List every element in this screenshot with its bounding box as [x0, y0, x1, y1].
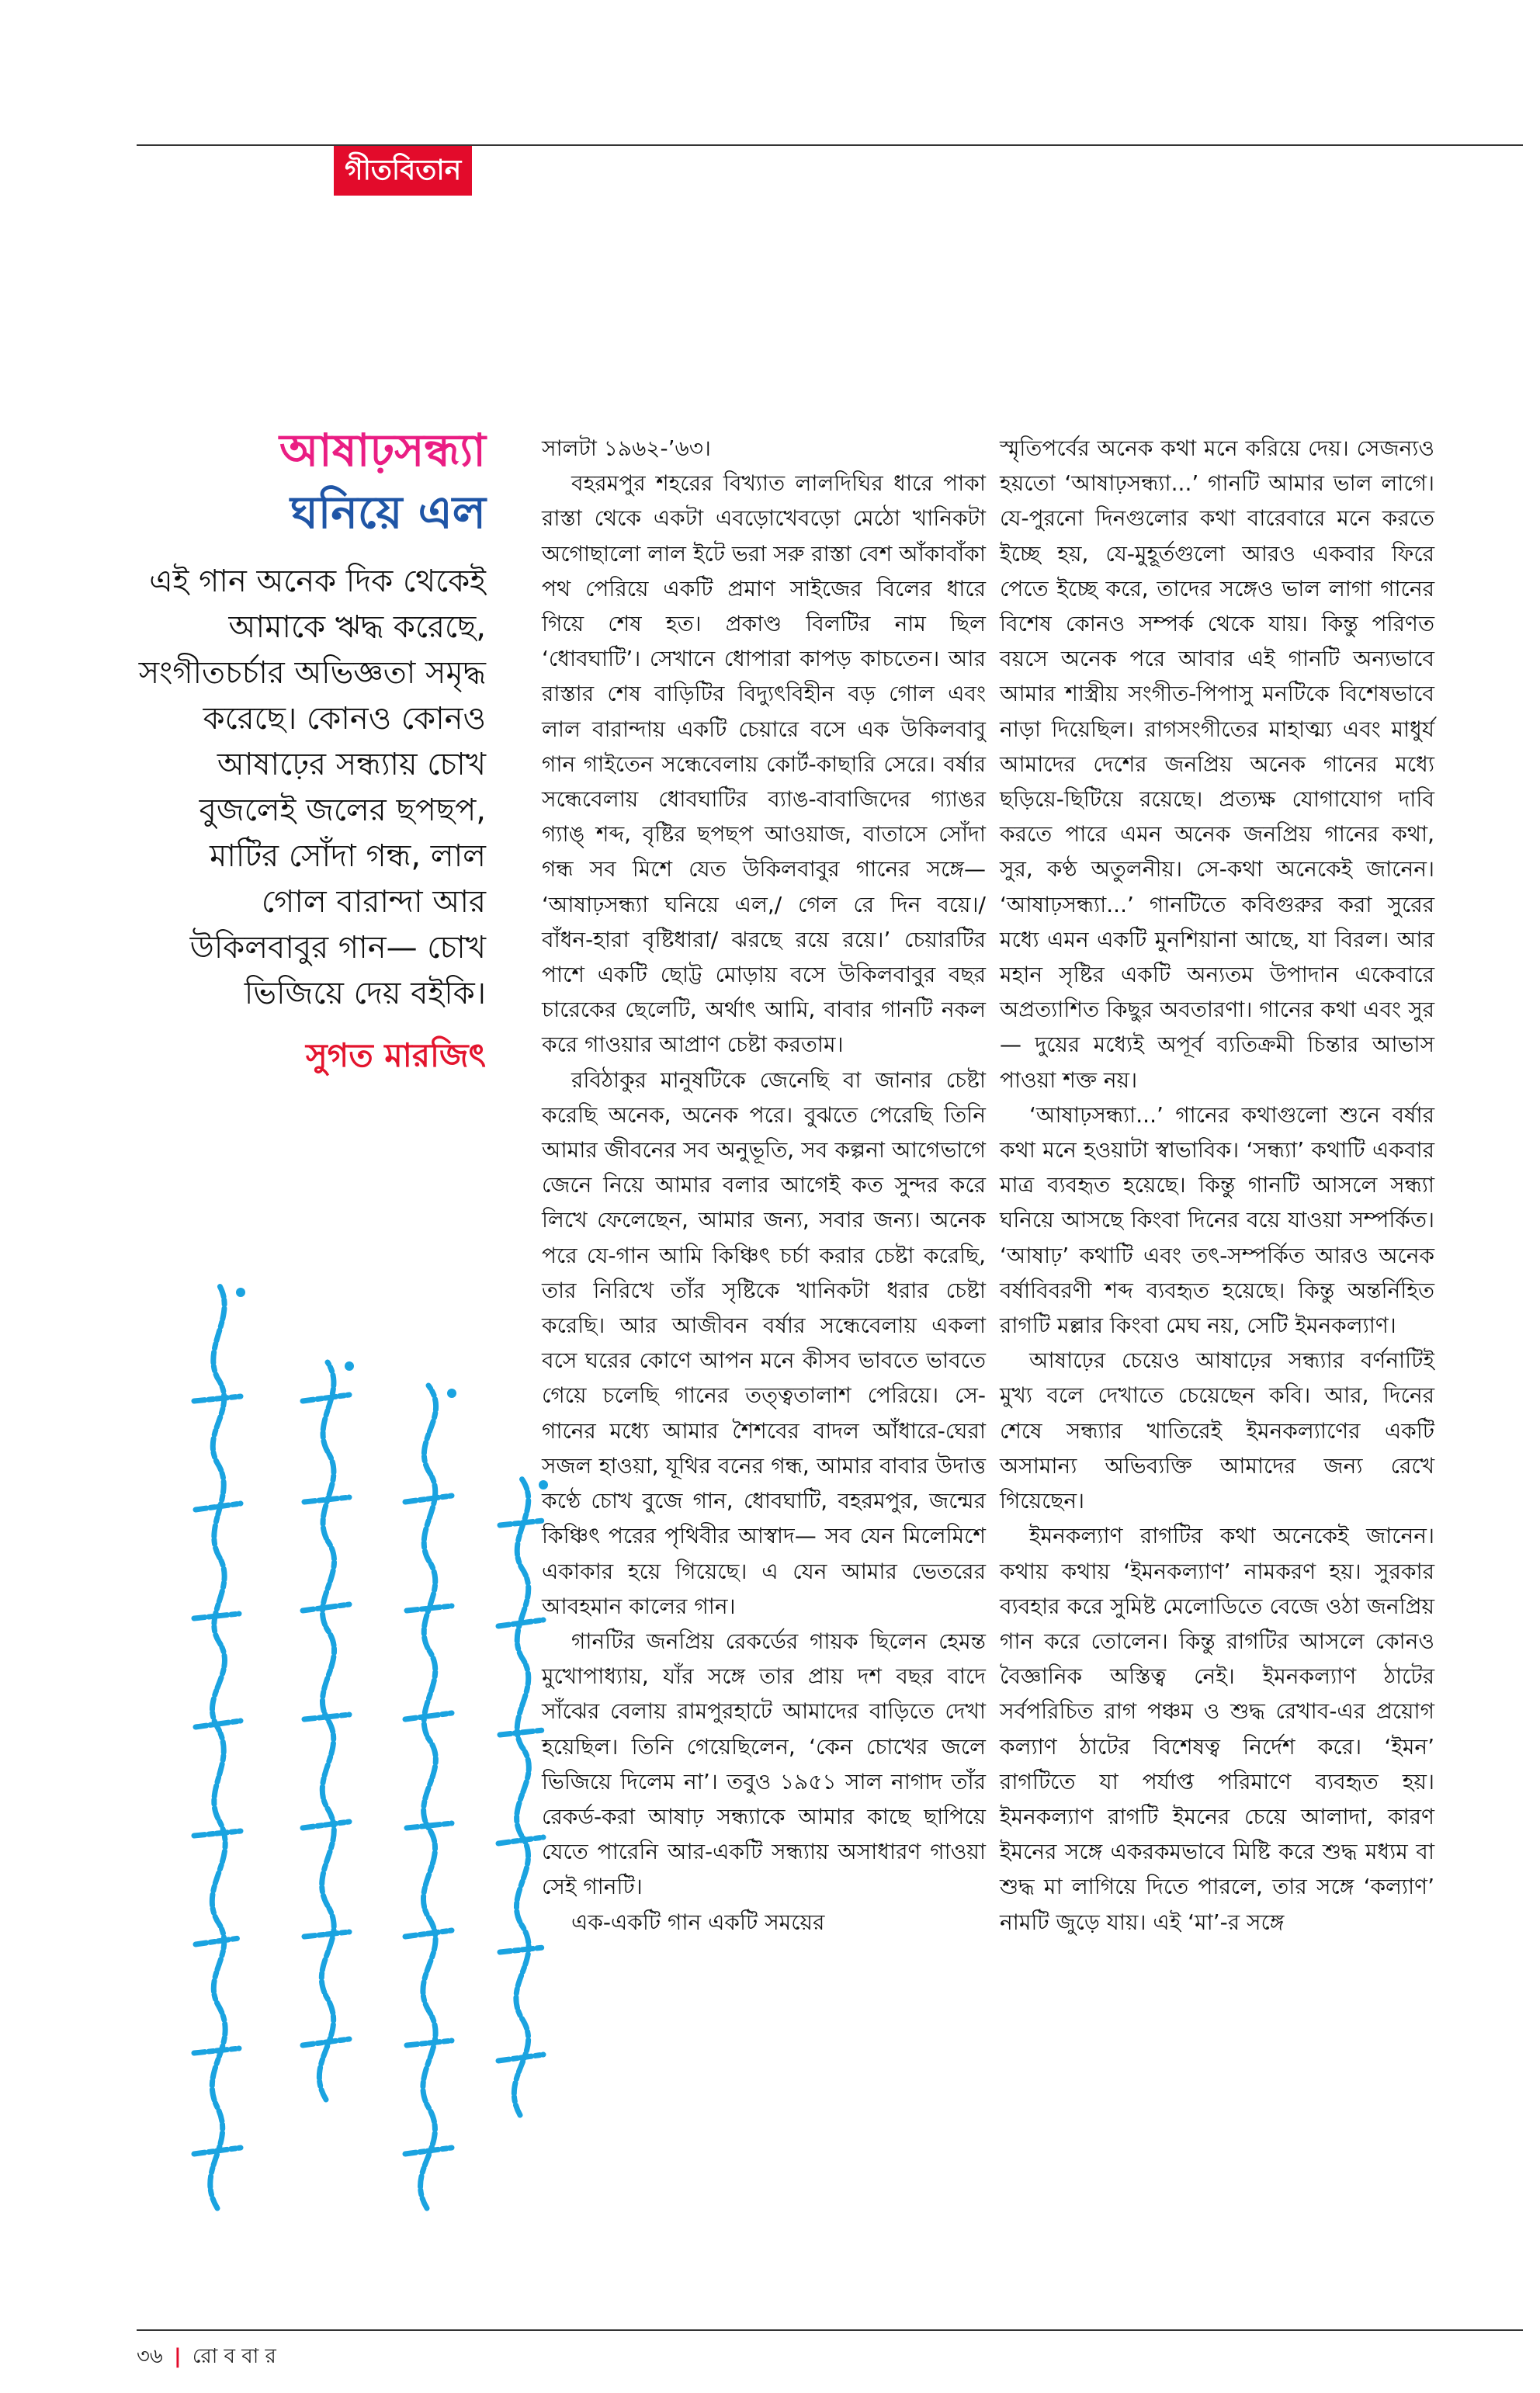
- intro-text: এই গান অনেক দিক থেকেই আমাকে ঋদ্ধ করেছে, সংগীতচর্চার অভিজ্ঞতা সমৃদ্ধ করেছে। কোনও কোনও আষাঢ়ের সন্ধ্যায় চোখ বুজলেই জলের ছপছপ, মাটির সোঁদা গন্ধ, লাল গোল বারান্দা আর উকিলবাবুর গান— চোখ ভিজিয়ে দেয় বইকি।: [138, 564, 486, 1011]
- footer-separator: |: [174, 2345, 182, 2368]
- bottom-rule: [137, 2329, 1523, 2331]
- headline: [137, 419, 486, 543]
- handwritten-song-lyrics-image: [163, 1184, 567, 2216]
- paragraph: আষাঢ়ের চেয়েও আষাঢ়ের সন্ধ্যার বর্ণনাটিই মুখ্য বলে দেখাতে চেয়েছেন কবি। আর, দিনের শেষে সন্ধ্যার খাতিরেই ইমনকল্যাণের একটি অসামান্য অভিব্যক্তি আমাদের জন্য রেখে গিয়েছেন।: [1000, 1347, 1434, 1514]
- paragraph: স্মৃতিপর্বের অনেক কথা মনে করিয়ে দেয়। সেজন্যও হয়তো ‘আষাঢ়সন্ধ্যা...’ গানটি আমার ভাল লাগে। যে-পুরনো দিনগুলোর কথা বারেবারে মনে করতে ইচ্ছে হয়, যে-মুহূর্তগুলো আরও একবার ফিরে পেতে ইচ্ছে করে, তাদের সঙ্গেও ভাল লাগা গানের বিশেষ কোনও সম্পর্ক থেকে যায়। কিন্তু পরিণত বয়সে অনেক পরে আবার এই গানটি অন্যভাবে আমার শাস্ত্রীয় সংগীত-পিপাসু মনটিকে বিশেষভাবে নাড়া দিয়েছিল। রাগসংগীতের মাহাত্ম্য এবং মাধুর্য আমাদের দেশের জনপ্রিয় অনেক গানের মধ্যে ছড়িয়ে-ছিটিয়ে রয়েছে। প্রত্যক্ষ যোগাযোগ দাবি করতে পারে এমন অনেক জনপ্রিয় গানের কথা, সুর, কণ্ঠ অতুলনীয়। সে-কথা অনেকেই জানেন। ‘আষাঢ়সন্ধ্যা...’ গানটিতে কবিগুরুর করা সুরের মধ্যে এমন একটি মুনশিয়ানা আছে, যা বিরল। আর মহান সৃষ্টির একটি অন্যতম উপাদান একেবারে অপ্রত্যাশিত কিছুর অবতারণা। গানের কথা এবং সুর— দুয়ের মধ্যেই অপূর্ব ব্যতিক্রমী চিন্তার আভাস পাওয়া শক্ত নয়।: [1000, 435, 1434, 1093]
- handwriting-illustration: [163, 1184, 567, 2216]
- paragraph: ‘আষাঢ়সন্ধ্যা...’ গানের কথাগুলো শুনে বর্ষার কথা মনে হওয়াটা স্বাভাবিক। ‘সন্ধ্যা’ কথাটি একবার মাত্র ব্যবহৃত হয়েছে। কিন্তু গানটি আসলে সন্ধ্যা ঘনিয়ে আসছে কিংবা দিনের বয়ে যাওয়া সম্পর্কিত। ‘আষাঢ়’ কথাটি এবং তৎ-সম্পর্কিত আরও অনেক বর্ষাবিবরণী শব্দ ব্যবহৃত হয়েছে। কিন্তু অন্তর্নিহিত রাগটি মল্লার কিংবা মেঘ নয়, সেটি ইমনকল্যাণ।: [1000, 1101, 1434, 1339]
- page-number: ৩৬: [137, 2345, 163, 2368]
- paragraph: ইমনকল্যাণ রাগটির কথা অনেকেই জানেন। কথায় কথায় ‘ইমনকল্যাণ’ নামকরণ হয়। সুরকার ব্যবহার করে সুমিষ্ট মেলোডিতে বেজে ওঠা জনপ্রিয় গান করে তোলেন। কিন্তু রাগটির আসলে কোনও বৈজ্ঞানিক অস্তিত্ব নেই। ইমনকল্যাণ ঠাটের সর্বপরিচিত রাগ পঞ্চম ও শুদ্ধ রেখাব-এর প্রয়োগ কল্যাণ ঠাটের বিশেষত্ব নির্দেশ করে। ‘ইমন’ রাগটিতে যা পর্যাপ্ত পরিমাণে ব্যবহৃত হয়। ইমনকল্যাণ রাগটি ইমনের চেয়ে আলাদা, কারণ ইমনের সঙ্গে একরকমভাবে মিষ্টি করে শুদ্ধ মধ্যম বা শুদ্ধ মা লাগিয়ে দিতে পারলে, তার সঙ্গে ‘কল্যাণ’ নামটি জুড়ে যায়। এই ‘মা’-র সঙ্গে: [1000, 1523, 1434, 1935]
- author-byline: সুগত মারজিৎ: [305, 1036, 486, 1074]
- headline-line-2: ঘনিয়ে এল: [290, 486, 486, 539]
- headline-block: [137, 419, 486, 1079]
- paragraph: সালটা ১৯৬২-’৬৩।: [542, 435, 711, 461]
- headline-line-1: আষাঢ়সন্ধ্যা: [279, 424, 486, 477]
- paragraph: এক-একটি গান একটি সময়ের: [571, 1909, 825, 1935]
- article-column-2: [1000, 431, 1434, 1940]
- paragraph: বহরমপুর শহরের বিখ্যাত লালদিঘির ধারে পাকা রাস্তা থেকে একটা এবড়োখেবড়ো মেঠো খানিকটা অগোছালো লাল ইটে ভরা সরু রাস্তা বেশ আঁকাবাঁকা পথ পেরিয়ে একটি প্রমাণ সাইজের বিলের ধারে গিয়ে শেষ হত। প্রকাণ্ড বিলটির নাম ছিল ‘ধোবঘাটি’। সেখানে ধোপারা কাপড় কাচতেন। আর রাস্তার শেষ বাড়িটির বিদ্যুৎবিহীন বড় গোল এবং লাল বারান্দায় একটি চেয়ারে বসে এক উকিলবাবু গান গাইতেন সন্ধেবেলায় কোর্ট-কাছারি সেরে। বর্ষার সন্ধেবেলায় ধোবঘাটির ব্যাঙ-বাবাজিদের গ্যাঙর গ্যাঙ্ শব্দ, বৃষ্টির ছপছপ আওয়াজ, বাতাসে সোঁদা গন্ধ সব মিশে যেত উকিলবাবুর গানের সঙ্গে— ‘আষাঢ়সন্ধ্যা ঘনিয়ে এল,/ গেল রে দিন বয়ে।/ বাঁধন-হারা বৃষ্টিধারা/ ঝরছে রয়ে রয়ে।’ চেয়ারটির পাশে একটি ছোট্ট মোড়ায় বসে উকিলবাবুর বছর চারেকের ছেলেটি, অর্থাৎ আমি, বাবার গানটি নকল করে গাওয়ার আপ্রাণ চেষ্টা করতাম।: [542, 470, 986, 1058]
- magazine-name: রো ব বা র: [192, 2345, 276, 2368]
- page-footer: [137, 2341, 276, 2372]
- article-column-1: [542, 431, 986, 1940]
- paragraph: গানটির জনপ্রিয় রেকর্ডের গায়ক ছিলেন হেমন্ত মুখোপাধ্যায়, যাঁর সঙ্গে তার প্রায় দশ বছর বাদে সাঁঝের বেলায় রামপুরহাটে আমাদের বাড়িতে দেখা হয়েছিল। তিনি গেয়েছিলেন, ‘কেন চোখের জলে ভিজিয়ে দিলেম না’। তবুও ১৯৫১ সাল নাগাদ তাঁর রেকর্ড-করা আষাঢ় সন্ধ্যাকে আমার কাছে ছাপিয়ে যেতে পারেনি আর-একটি সন্ধ্যায় অসাধারণ গাওয়া সেই গানটি।: [542, 1628, 986, 1900]
- paragraph: রবিঠাকুর মানুষটিকে জেনেছি বা জানার চেষ্টা করেছি অনেক, অনেক পরে। বুঝতে পেরেছি তিনি আমার জীবনের সব অনুভূতি, সব কল্পনা আগেভাগে জেনে নিয়ে আমার বলার আগেই কত সুন্দর করে লিখে ফেলেছেন, আমার জন্য, সবার জন্য। অনেক পরে যে-গান আমি কিঞ্চিৎ চর্চা করার চেষ্টা করেছি, তার নিরিখে তাঁর সৃষ্টিকে খানিকটা ধরার চেষ্টা করেছি। আর আজীবন বর্ষার সন্ধেবেলায় একলা বসে ঘরের কোণে আপন মনে কীসব ভাবতে ভাবতে গেয়ে চলেছি গানের তত্ত্বতালাশ পেরিয়ে। সে-গানের মধ্যে আমার শৈশবের বাদল আঁধারে-ঘেরা সজল হাওয়া, যূথির বনের গন্ধ, আমার বাবার উদাত্ত কণ্ঠে চোখ বুজে গান, ধোবঘাটি, বহরমপুর, জন্মের কিঞ্চিৎ পরের পৃথিবীর আস্বাদ— সব যেন মিলেমিশে একাকার হয়ে গিয়েছে। এ যেন আমার ভেতরের আবহমান কালের গান।: [542, 1066, 986, 1619]
- section-tag: গীতবিতান: [334, 146, 472, 196]
